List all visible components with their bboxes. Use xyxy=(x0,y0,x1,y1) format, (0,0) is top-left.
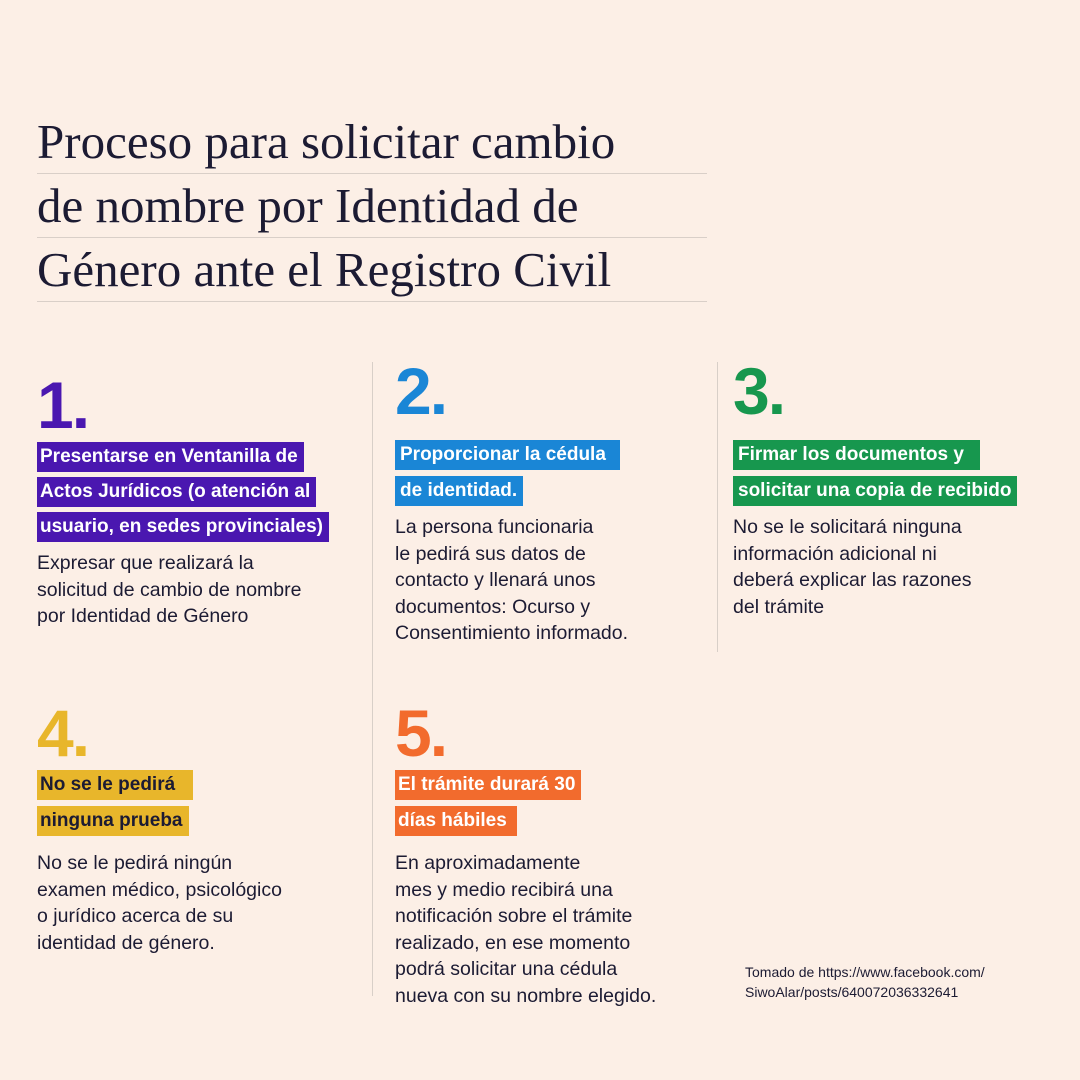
step-body-line: por Identidad de Género xyxy=(37,605,249,627)
source-line: Tomado de https://www.facebook.com/ xyxy=(745,964,985,980)
step-body-line: información adicional ni xyxy=(733,542,937,565)
step-number: 5. xyxy=(395,696,447,770)
step-heading-line: Proporcionar la cédula xyxy=(395,440,620,470)
source-line: SiwoAlar/posts/640072036332641 xyxy=(745,984,959,1000)
title-line: Proceso para solicitar cambio xyxy=(37,110,707,174)
step-body xyxy=(37,850,282,956)
step-body-line: examen médico, psicológico xyxy=(37,878,282,901)
step-body xyxy=(37,550,329,630)
step-body-line: La persona funcionaria xyxy=(395,516,594,538)
step-body-line: En aproximadamente xyxy=(395,852,581,874)
step-number: 3. xyxy=(733,354,785,428)
step-1 xyxy=(37,368,329,630)
step-heading-line: días hábiles xyxy=(395,806,517,836)
step-heading-line: El trámite durará 30 xyxy=(395,770,581,800)
step-heading-line: Firmar los documentos y xyxy=(733,440,980,470)
step-body-line: nueva con su nombre elegido. xyxy=(395,984,657,1007)
step-heading-line: de identidad. xyxy=(395,476,523,506)
step-heading-line: usuario, en sedes provinciales) xyxy=(37,512,329,542)
step-body-line: Consentimiento informado. xyxy=(395,622,629,644)
step-body-line: del trámite xyxy=(733,595,825,618)
step-body xyxy=(395,514,628,647)
step-heading-line: solicitar una copia de recibido xyxy=(733,476,1017,506)
step-body-line: No se le solicitará ninguna xyxy=(733,516,962,538)
step-number: 4. xyxy=(37,696,89,770)
step-3 xyxy=(733,354,1017,620)
column-divider-1 xyxy=(372,362,373,996)
step-body xyxy=(395,850,656,1009)
step-heading-line: No se le pedirá xyxy=(37,770,193,800)
step-body-line: documentos: Ocurso y xyxy=(395,595,591,618)
step-4 xyxy=(37,696,282,956)
source-credit xyxy=(745,962,985,1002)
step-body-line: solicitud de cambio de nombre xyxy=(37,578,302,601)
page-title xyxy=(37,110,707,302)
step-body-line: No se le pedirá ningún xyxy=(37,852,233,874)
step-heading-line: Presentarse en Ventanilla de xyxy=(37,442,304,472)
column-divider-2 xyxy=(717,362,718,652)
step-body-line: podrá solicitar una cédula xyxy=(395,958,618,980)
step-body-line: identidad de género. xyxy=(37,931,215,954)
title-line: Género ante el Registro Civil xyxy=(37,238,707,302)
step-2 xyxy=(395,354,629,647)
step-body xyxy=(733,514,1017,620)
step-heading-line: Actos Jurídicos (o atención al xyxy=(37,477,316,507)
step-number: 1. xyxy=(37,368,89,442)
step-body-line: mes y medio recibirá una xyxy=(395,878,613,901)
step-body-line: realizado, en ese momento xyxy=(395,931,631,954)
step-heading-line: ninguna prueba xyxy=(37,806,189,836)
step-body-line: notificación sobre el trámite xyxy=(395,905,633,927)
step-body-line: contacto y llenará unos xyxy=(395,569,596,591)
step-body-line: Expresar que realizará la xyxy=(37,552,254,574)
step-5 xyxy=(395,696,657,1009)
step-number: 2. xyxy=(395,354,447,428)
step-body-line: o jurídico acerca de su xyxy=(37,905,234,927)
step-body-line: le pedirá sus datos de xyxy=(395,542,586,565)
step-body-line: deberá explicar las razones xyxy=(733,569,972,591)
title-line: de nombre por Identidad de xyxy=(37,174,707,238)
